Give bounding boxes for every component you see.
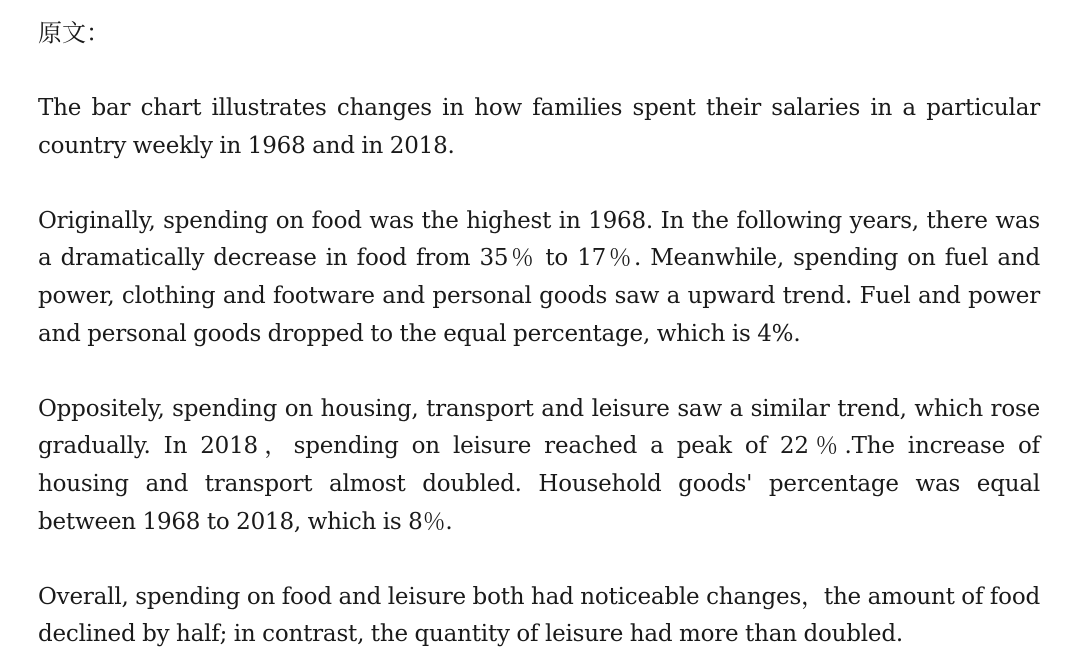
document-heading: 原文： — [38, 19, 110, 47]
paragraph-housing-leisure: Oppositely, spending on housing, transport and leisure saw a similar trend, which rose gradually. In 2018，spending on leisure reached a peak of 22％.The increase of housing and transport almost doubled. Household goods' percentage was equal between 1968 to 2018, which is 8％. — [38, 395, 1040, 535]
paragraph-food-fuel: Originally, spending on food was the highest in 1968. In the following years, there was a dramatically decrease in food from 35％ to 17％. Meanwhile, spending on fuel and power, clothing and footware and personal goods saw a upward trend. Fuel and power and personal goods dropped to the equal percentage, which is 4%. — [38, 207, 1040, 347]
paragraph-intro: The bar chart illustrates changes in how families spent their salaries in a particular country weekly in 1968 and in 2018. — [38, 95, 1040, 159]
paragraph-overall: Overall, spending on food and leisure both had noticeable changes，the amount of food declined by half; in contrast, the quantity of leisure had more than doubled. — [38, 583, 1040, 648]
document-body — [38, 14, 1040, 654]
